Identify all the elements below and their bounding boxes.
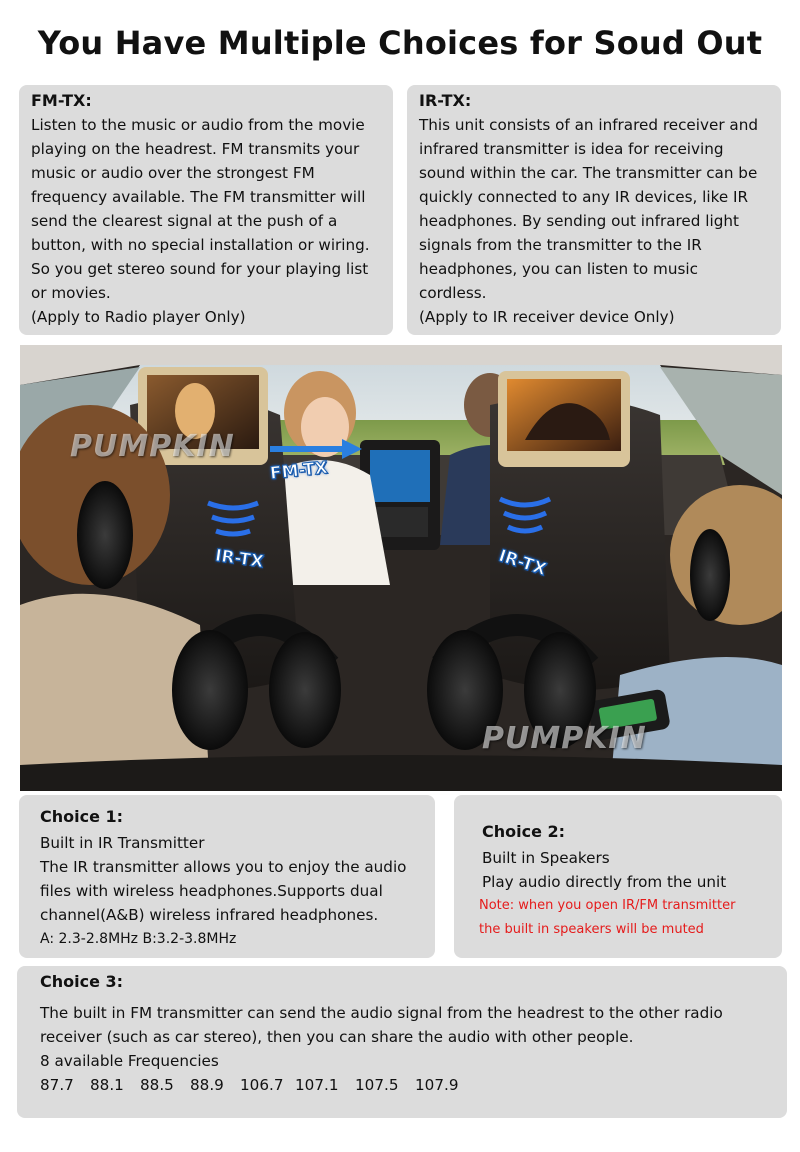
fm-tx-line: send the clearest signal at the push of a: [31, 212, 338, 230]
ir-tx-line: sound within the car. The transmitter can be: [419, 164, 758, 182]
ir-tx-label: IR-TX: [213, 545, 265, 573]
choice-2-note-line: Note: when you open IR/FM transmitter: [479, 898, 736, 913]
choice-3-line: receiver (such as car stereo), then you can share the audio with other people.: [40, 1028, 634, 1046]
fm-tx-line: Listen to the music or audio from the movie: [31, 116, 365, 134]
fm-tx-description: [31, 113, 383, 329]
choice-2-line: Built in Speakers: [482, 849, 610, 867]
fm-tx-line: or movies.: [31, 284, 111, 302]
fm-tx-heading: FM-TX:: [31, 91, 92, 110]
ir-tx-line: infrared transmitter is idea for receiving: [419, 140, 724, 158]
frequency-item: 106.7: [240, 1076, 284, 1094]
ir-tx-line: cordless.: [419, 284, 487, 302]
ir-tx-line: headphones, you can listen to music: [419, 260, 698, 278]
frequency-item: 107.9: [415, 1076, 459, 1094]
ir-tx-description: [419, 113, 771, 329]
ir-tx-line: This unit consists of an infrared receiver and: [419, 116, 758, 134]
ir-tx-panel: [407, 85, 781, 335]
choice-2-heading: Choice 2:: [482, 822, 566, 841]
choice-1-frequency-range: A: 2.3-2.8MHz B:3.2-3.8MHz: [40, 931, 237, 947]
choice-3-description: [40, 1001, 777, 1073]
choice-1-panel: [19, 795, 435, 958]
car-interior-photo: [20, 345, 782, 791]
choice-2-note-line: the built in speakers will be muted: [479, 922, 704, 937]
ir-tx-line: quickly connected to any IR devices, like IR: [419, 188, 749, 206]
choice-3-panel: [17, 966, 787, 1118]
choice-1-line: files with wireless headphones.Supports dual: [40, 882, 383, 900]
frequency-item: 107.1: [295, 1076, 339, 1094]
fm-tx-apply-note: (Apply to Radio player Only): [31, 308, 246, 326]
pumpkin-watermark: PUMPKIN: [70, 429, 235, 464]
choice-1-line: channel(A&B) wireless infrared headphones.: [40, 906, 379, 924]
choice-3-line: The built in FM transmitter can send the audio signal from the headrest to the other radio: [40, 1004, 723, 1022]
choice-3-heading: Choice 3:: [40, 972, 124, 991]
frequency-item: 88.5: [140, 1076, 174, 1094]
fm-tx-panel: [19, 85, 393, 335]
ir-tx-line: headphones. By sending out infrared light: [419, 212, 739, 230]
choice-3-line: 8 available Frequencies: [40, 1052, 219, 1070]
fm-tx-line: So you get stereo sound for your playing list: [31, 260, 369, 278]
fm-tx-line: button, with no special installation or wiring.: [31, 236, 370, 254]
choice-1-heading: Choice 1:: [40, 807, 124, 826]
page-title: You Have Multiple Choices for Soud Out: [37, 24, 763, 62]
ir-tx-apply-note: (Apply to IR receiver device Only): [419, 308, 675, 326]
ir-tx-line: signals from the transmitter to the IR: [419, 236, 702, 254]
ir-tx-heading: IR-TX:: [419, 91, 472, 110]
fm-tx-line: frequency available. The FM transmitter will: [31, 188, 366, 206]
frequency-item: 88.9: [190, 1076, 224, 1094]
choice-1-line: The IR transmitter allows you to enjoy the audio: [40, 858, 407, 876]
choice-2-description: [482, 846, 772, 894]
choice-1-description: [40, 831, 425, 951]
choice-2-note: [479, 894, 772, 942]
fm-tx-line: music or audio over the strongest FM: [31, 164, 315, 182]
ir-tx-label: IR-TX: [496, 545, 549, 581]
frequency-item: 87.7: [40, 1076, 74, 1094]
choice-2-line: Play audio directly from the unit: [482, 873, 727, 891]
frequency-item: 107.5: [355, 1076, 399, 1094]
pumpkin-watermark: PUMPKIN: [482, 721, 647, 756]
fm-tx-line: playing on the headrest. FM transmits your: [31, 140, 360, 158]
fm-tx-label: FM-TX: [269, 458, 329, 484]
choice-2-panel: [454, 795, 782, 958]
frequency-item: 88.1: [90, 1076, 124, 1094]
choice-1-line: Built in IR Transmitter: [40, 834, 205, 852]
frequency-list: [40, 1073, 777, 1097]
